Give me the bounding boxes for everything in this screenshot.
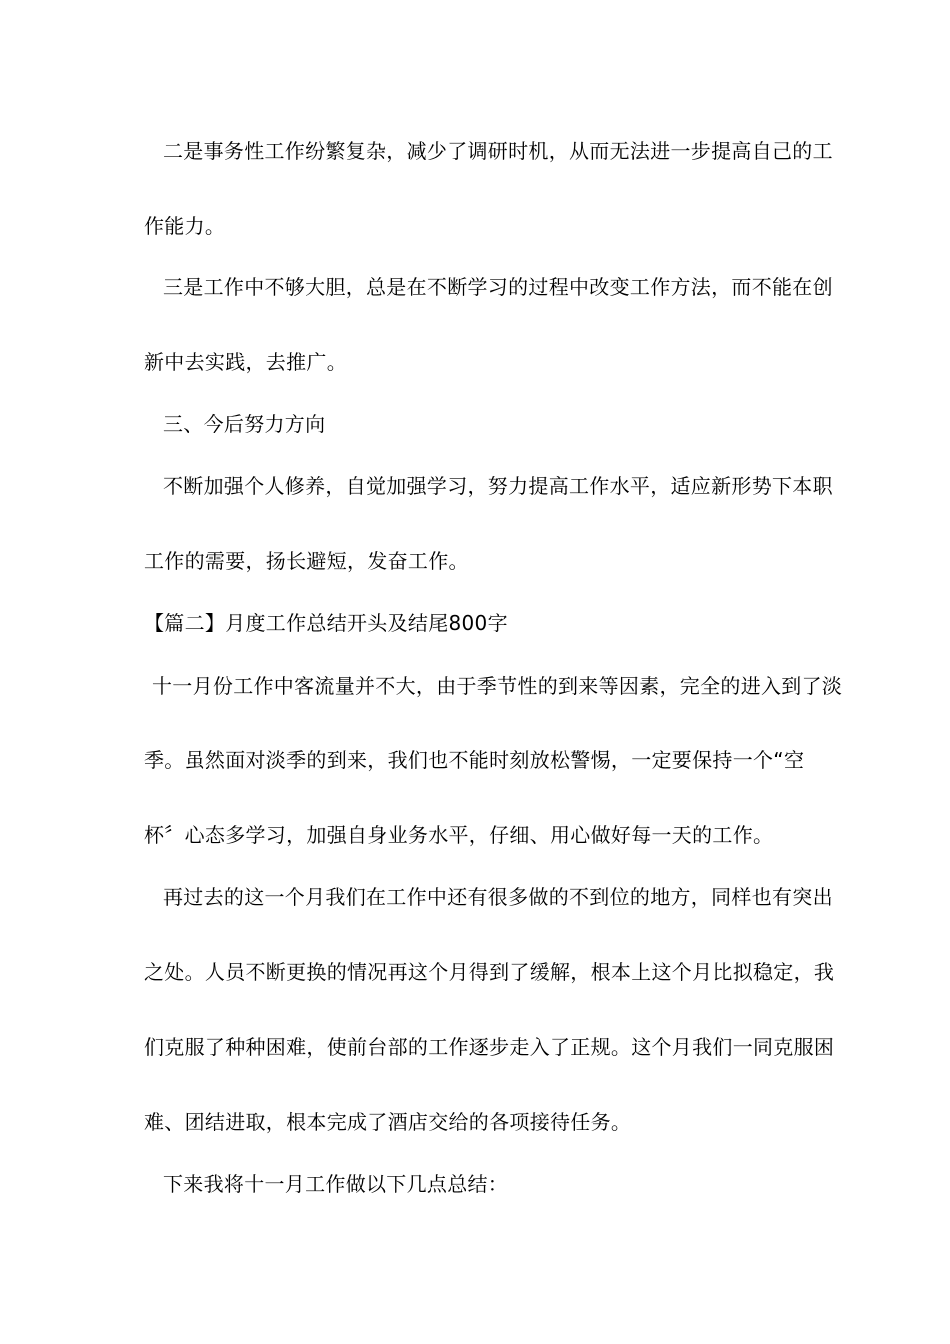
text-line: 作能力。 <box>144 214 226 238</box>
text-line: 们克服了种种困难，使前台部的工作逐步走入了正规。这个月我们一同克服困 <box>144 1035 835 1059</box>
section-title: 【篇二】月度工作总结开头及结尾800字 <box>144 611 508 635</box>
text-line: 工作的需要，扬长避短，发奋工作。 <box>144 549 469 573</box>
text-line: 二是事务性工作纷繁复杂，减少了调研时机，从而无法进一步提高自己的工 <box>163 139 833 163</box>
text-line: 下来我将十一月工作做以下几点总结： <box>163 1172 509 1196</box>
text-line: 三是工作中不够大胆，总是在不断学习的过程中改变工作方法，而不能在创 <box>163 275 833 299</box>
text-line: 之处。人员不断更换的情况再这个月得到了缓解，根本上这个月比拟稳定，我 <box>144 960 835 984</box>
section-heading: 三、今后努力方向 <box>163 412 326 436</box>
text-line: 再过去的这一个月我们在工作中还有很多做的不到位的地方，同样也有突出 <box>163 885 833 909</box>
text-line: 杯〞心态多学习，加强自身业务水平，仔细、用心做好每一天的工作。 <box>144 823 774 847</box>
text-line: 难、团结进取，根本完成了酒店交给的各项接待任务。 <box>144 1110 632 1134</box>
text-line: 不断加强个人修养，自觉加强学习，努力提高工作水平，适应新形势下本职 <box>163 474 833 498</box>
text-line: 季。虽然面对淡季的到来，我们也不能时刻放松警惕，一定要保持一个“空 <box>144 748 805 772</box>
text-line: 新中去实践，去推广。 <box>144 350 347 374</box>
text-line: 十一月份工作中客流量并不大，由于季节性的到来等因素，完全的进入到了淡 <box>152 674 843 698</box>
